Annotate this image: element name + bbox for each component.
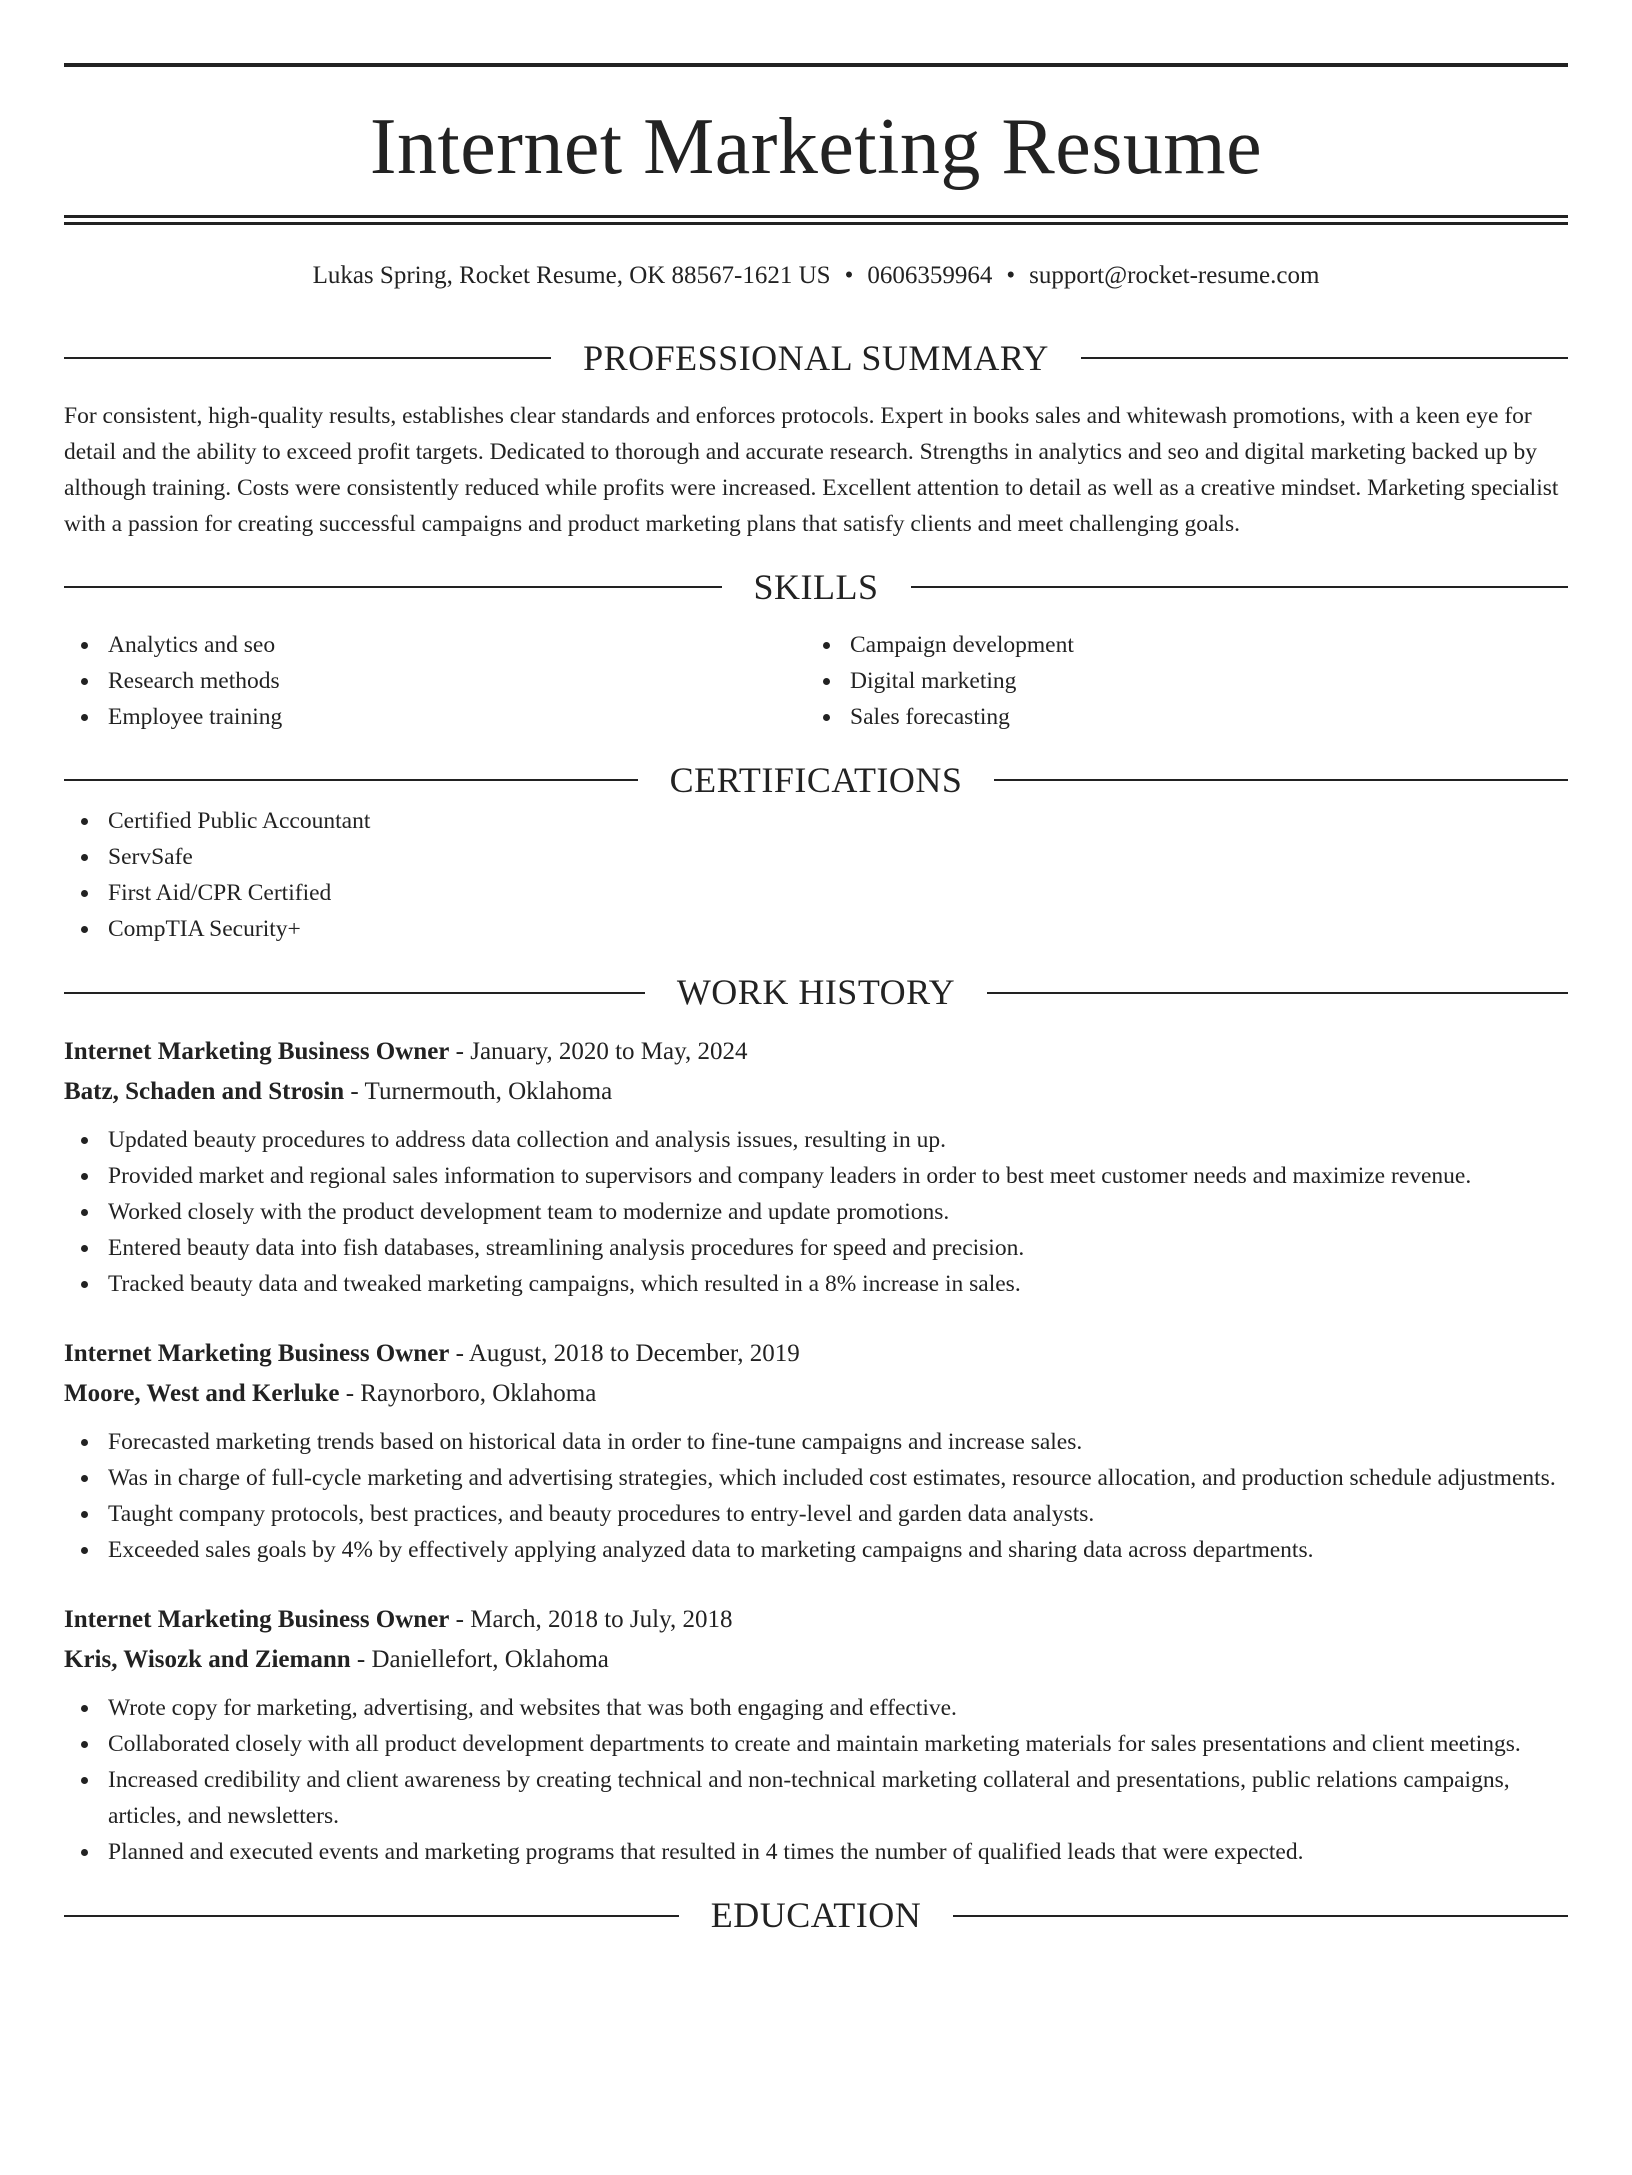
job-title: Internet Marketing Business Owner bbox=[64, 1038, 450, 1066]
heading-rule bbox=[953, 1915, 1568, 1917]
skill-item: Employee training bbox=[64, 699, 806, 735]
job-location: - Raynorboro, Oklahoma bbox=[339, 1380, 597, 1408]
heading-rule bbox=[64, 779, 638, 781]
heading-rule bbox=[64, 586, 722, 588]
heading-rule bbox=[64, 992, 645, 994]
contact-line bbox=[64, 261, 1568, 291]
certification-item: First Aid/CPR Certified bbox=[64, 875, 1568, 911]
job-bullet: Exceeded sales goals by 4% by effectively applying analyzed data to marketing campaigns and sharing data across departments. bbox=[64, 1532, 1568, 1568]
certifications-list bbox=[64, 803, 1568, 947]
contact-email: support@rocket-resume.com bbox=[1029, 262, 1320, 289]
job-company-line bbox=[64, 1072, 1568, 1112]
section-heading-education bbox=[64, 1892, 1568, 1939]
job-bullets bbox=[64, 1122, 1568, 1302]
contact-address: Lukas Spring, Rocket Resume, OK 88567-1621 US bbox=[312, 262, 831, 289]
job-title: Internet Marketing Business Owner bbox=[64, 1606, 450, 1634]
section-title: EDUCATION bbox=[710, 1895, 922, 1936]
skill-item: Analytics and seo bbox=[64, 627, 806, 663]
job-company-line bbox=[64, 1640, 1568, 1680]
page-title: Internet Marketing Resume bbox=[369, 103, 1263, 191]
job-bullet: Wrote copy for marketing, advertising, and websites that was both engaging and effective. bbox=[64, 1690, 1568, 1726]
job-title: Internet Marketing Business Owner bbox=[64, 1340, 450, 1368]
job-entry bbox=[64, 1032, 1568, 1302]
skills-column-left bbox=[64, 627, 806, 735]
job-bullet: Taught company protocols, best practices, and beauty procedures to entry-level and garden data analysts. bbox=[64, 1496, 1568, 1532]
job-entry bbox=[64, 1600, 1568, 1870]
heading-rule bbox=[64, 357, 551, 359]
section-title: PROFESSIONAL SUMMARY bbox=[583, 338, 1049, 378]
resume-page bbox=[0, 63, 1632, 2175]
job-bullet: Was in charge of full-cycle marketing and advertising strategies, which included cost estimates, resource allocation, and production schedule adjustments. bbox=[64, 1460, 1568, 1496]
job-company: Moore, West and Kerluke bbox=[64, 1380, 340, 1408]
job-company: Batz, Schaden and Strosin bbox=[64, 1078, 345, 1106]
skills-grid bbox=[64, 627, 1568, 735]
skill-item: Sales forecasting bbox=[806, 699, 1548, 735]
heading-rule bbox=[987, 992, 1568, 994]
job-company: Kris, Wisozk and Ziemann bbox=[64, 1646, 351, 1674]
skill-item: Campaign development bbox=[806, 627, 1548, 663]
section-heading-certifications bbox=[64, 757, 1568, 804]
job-bullets bbox=[64, 1424, 1568, 1568]
skills-column-right bbox=[806, 627, 1548, 735]
job-bullet: Entered beauty data into fish databases, streamlining analysis procedures for speed and precision. bbox=[64, 1230, 1568, 1266]
job-location: - Daniellefort, Oklahoma bbox=[350, 1646, 609, 1674]
section-title: SKILLS bbox=[753, 566, 879, 607]
job-bullet: Forecasted marketing trends based on historical data in order to fine-tune campaigns and increase sales. bbox=[64, 1424, 1568, 1460]
section-heading-work-history bbox=[64, 969, 1568, 1016]
summary-text: For consistent, high-quality results, establishes clear standards and enforces protocols. Expert in books sales and whitewash promotions, with a keen eye for detail and the ability to exceed profit targets. Dedicated to thorough and accurate research. Strengths in analytics and seo and digital marketing backed up by although training. Costs were consistently reduced while profits were increased. Excellent attention to detail as well as a creative mindset. Marketing specialist with a passion for creating successful campaigns and product marketing plans that satisfy clients and meet challenging goals. bbox=[64, 402, 1559, 537]
job-title-line bbox=[64, 1600, 1568, 1640]
heading-rule bbox=[994, 779, 1568, 781]
title-top-rule bbox=[64, 63, 1568, 67]
job-bullet: Worked closely with the product development team to modernize and update promotions. bbox=[64, 1194, 1568, 1230]
skill-item: Digital marketing bbox=[806, 663, 1548, 699]
job-entry bbox=[64, 1334, 1568, 1568]
job-bullet: Tracked beauty data and tweaked marketing campaigns, which resulted in a 8% increase in sales. bbox=[64, 1266, 1568, 1302]
skill-item: Research methods bbox=[64, 663, 806, 699]
job-bullet: Collaborated closely with all product development departments to create and maintain marketing materials for sales presentations and client meetings. bbox=[64, 1726, 1568, 1762]
job-bullets bbox=[64, 1690, 1568, 1870]
job-title-line bbox=[64, 1032, 1568, 1072]
contact-phone: 0606359964 bbox=[867, 262, 993, 289]
certification-item: CompTIA Security+ bbox=[64, 911, 1568, 947]
contact-separator: • bbox=[844, 262, 854, 289]
heading-rule bbox=[1081, 357, 1568, 359]
job-dates: - January, 2020 to May, 2024 bbox=[449, 1038, 748, 1066]
job-bullet: Planned and executed events and marketing programs that resulted in 4 times the number of qualified leads that were expected. bbox=[64, 1834, 1568, 1870]
certification-item: Certified Public Accountant bbox=[64, 803, 1568, 839]
section-heading-skills bbox=[64, 564, 1568, 611]
job-company-line bbox=[64, 1374, 1568, 1414]
job-dates: - August, 2018 to December, 2019 bbox=[449, 1340, 800, 1368]
job-title-line bbox=[64, 1334, 1568, 1374]
contact-separator: • bbox=[1006, 262, 1016, 289]
section-title: WORK HISTORY bbox=[676, 972, 956, 1013]
job-bullet: Provided market and regional sales information to supervisors and company leaders in order to best meet customer needs and maximize revenue. bbox=[64, 1158, 1568, 1194]
job-bullet: Increased credibility and client awareness by creating technical and non-technical marketing collateral and presentations, public relations campaigns, articles, and newsletters. bbox=[64, 1762, 1568, 1834]
title-double-rule bbox=[64, 215, 1568, 225]
job-location: - Turnermouth, Oklahoma bbox=[344, 1078, 613, 1106]
section-heading-summary bbox=[64, 335, 1568, 382]
certification-item: ServSafe bbox=[64, 839, 1568, 875]
section-title: CERTIFICATIONS bbox=[669, 759, 963, 800]
heading-rule bbox=[911, 586, 1569, 588]
heading-rule bbox=[64, 1915, 679, 1917]
job-dates: - March, 2018 to July, 2018 bbox=[449, 1606, 733, 1634]
job-bullet: Updated beauty procedures to address data collection and analysis issues, resulting in up. bbox=[64, 1122, 1568, 1158]
